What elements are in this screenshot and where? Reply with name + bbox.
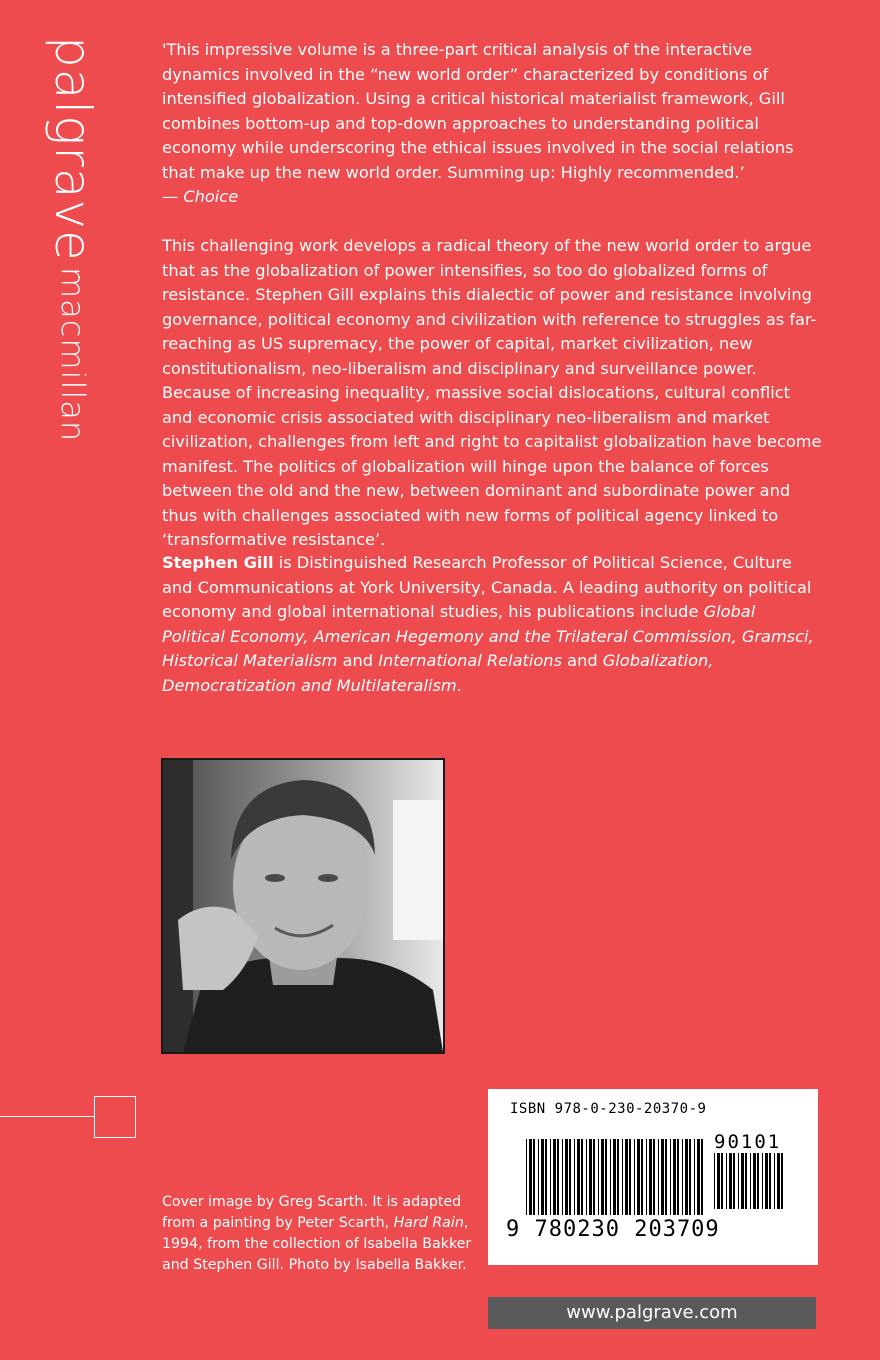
author-portrait-image (163, 760, 443, 1052)
bio-and-1: and (337, 651, 379, 670)
author-photo (161, 758, 445, 1054)
addon-barcode-bars (714, 1153, 786, 1209)
bio-title-3: Globalization, Democratization and Multilateralism (162, 651, 714, 695)
cover-credit (162, 1192, 482, 1276)
isbn-label: ISBN 978-0-230-20370-9 (510, 1101, 707, 1117)
author-name: Stephen Gill (162, 553, 274, 572)
bio-text: is Distinguished Research Professor of Political Science, Culture and Communications at York University, Canada. A leading authority on political economy and global international studies, his publications include (162, 553, 812, 621)
description-text: This challenging work develops a radical theory of the new world order to argue that as the globalization of power intensifies, so too do globalized forms of resistance. Stephen Gill explains this dialectic of power and resistance involving governance, political economy and civilization with reference to struggles as far-reaching as US supremacy, the power of capital, market civilization, new constitutionalism, neo-liberalism and disciplinary and surveillance power. Because of increasing inequality, massive social dislocations, cultural conflict and economic crisis associated with disciplinary neo-liberalism and market civilization, challenges from left and right to capitalist globalization have become manifest. The politics of globalization will hinge upon the balance of forces between the old and the new, between dominant and subordinate power and thus with challenges associated with new forms of political agency linked to ‘transformative resistance’. (162, 236, 822, 549)
decorative-line (0, 1116, 94, 1117)
book-description (162, 234, 822, 553)
review-source: Choice (183, 187, 239, 206)
decorative-square (94, 1096, 136, 1138)
bio-title-2: International Relations (378, 651, 562, 670)
credit-text-1: Cover image by Greg Scarth. It is adapted from a painting by Peter Scarth, (162, 1194, 462, 1231)
website-link[interactable]: www.palgrave.com (488, 1297, 816, 1329)
logo-palgrave: palgrave (44, 36, 102, 262)
review-quote-text: 'This impressive volume is a three-part critical analysis of the interactive dynamics involved in the “new world order” characterized by conditions of intensified globalization. Using a critical historical materialist framework, Gill combines bottom-up and top-down approaches to understanding political economy while underscoring the ethical issues involved in the social relations that make up the new world order. Summing up: Highly recommended.’ (162, 40, 794, 182)
review-attribution (162, 185, 822, 210)
isbn-barcode (488, 1089, 818, 1265)
review-quote (162, 38, 822, 210)
bio-and-2: and (562, 651, 603, 670)
logo-macmillan: macmillan (54, 266, 92, 443)
bio-end: . (456, 675, 462, 695)
painting-title: Hard Rain (393, 1215, 464, 1231)
ean-barcode-bars (526, 1139, 706, 1215)
publisher-logo (44, 36, 102, 443)
credit-text-2: , 1994, from the collection of Isabella Bakker and Stephen Gill. Photo by Isabella Bakker. (162, 1215, 472, 1273)
ean-number: 9 780230 203709 (506, 1217, 720, 1242)
addon-number: 90101 (714, 1131, 782, 1153)
author-bio (162, 551, 822, 698)
bio-title-1: Global Political Economy, American Hegemony and the Trilateral Commission, Gramsci, Historical Materialism (162, 602, 814, 670)
attribution-dash: — (162, 187, 184, 206)
